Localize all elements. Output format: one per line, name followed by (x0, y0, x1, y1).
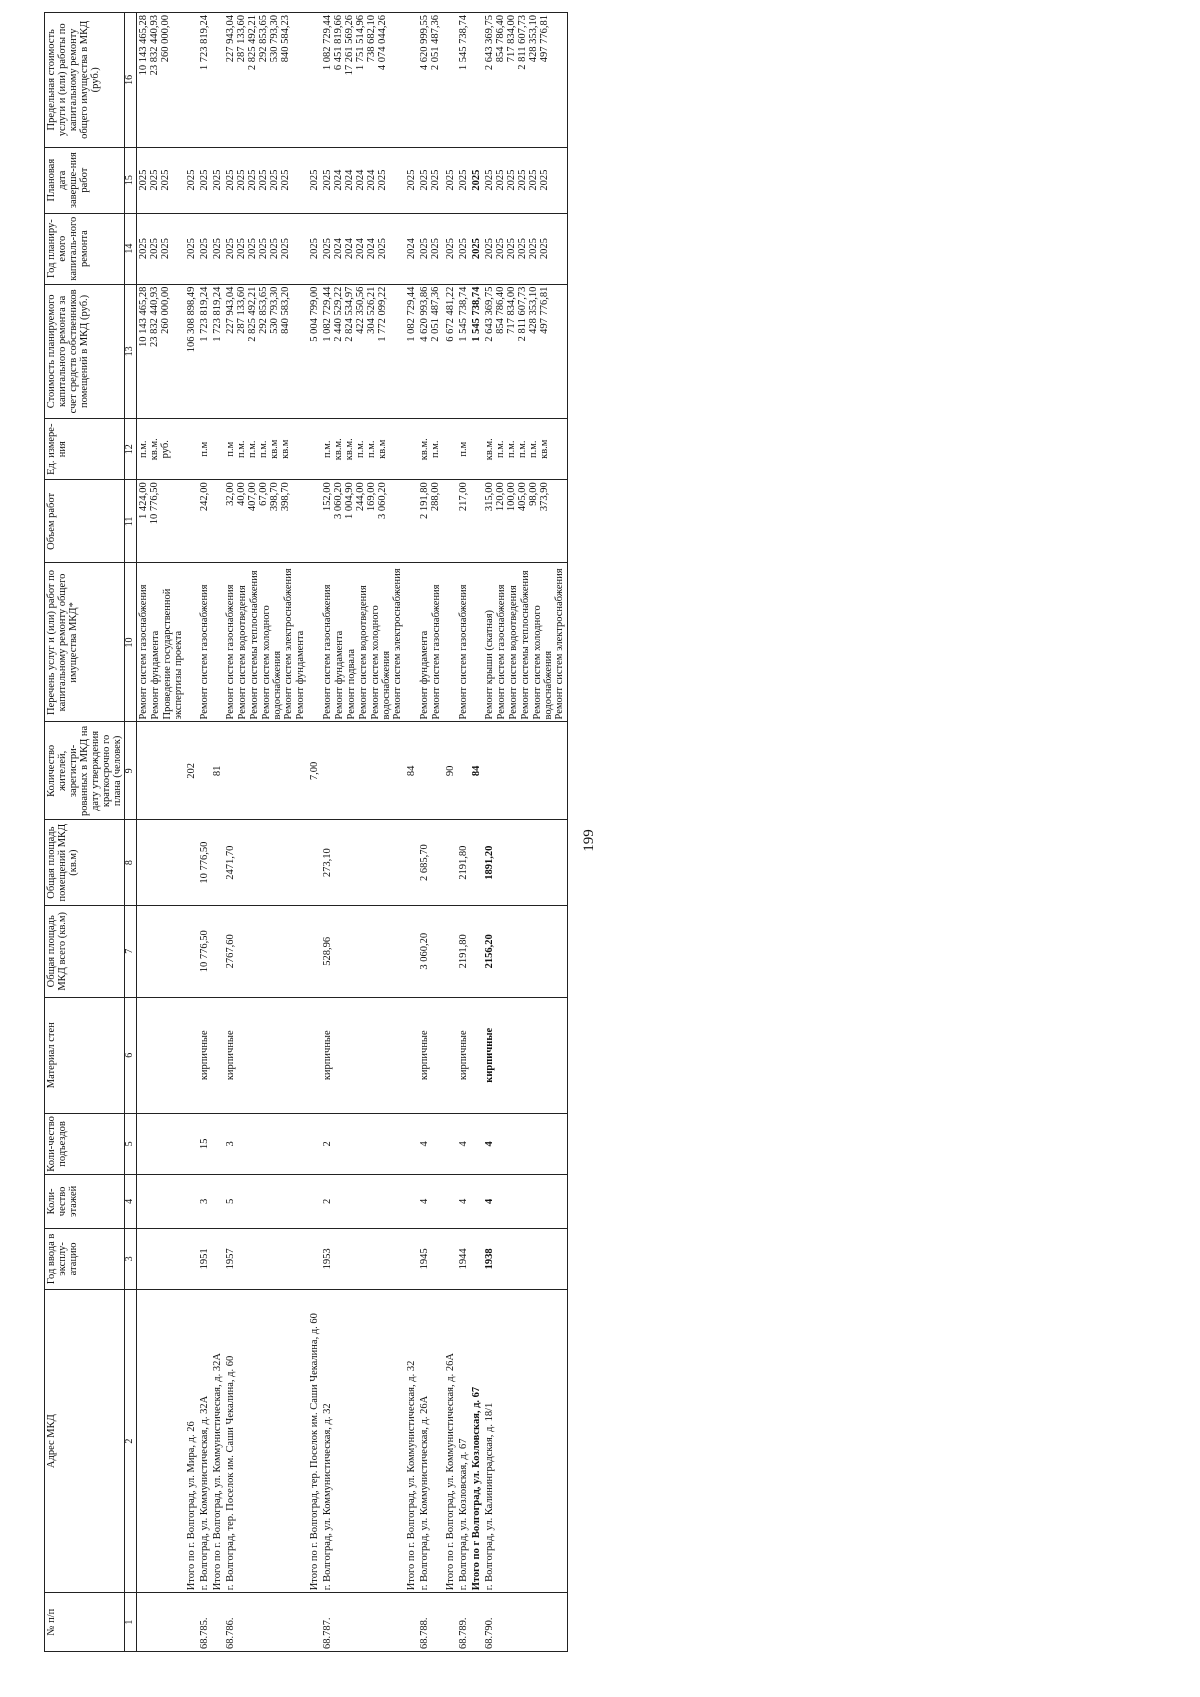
limit-cost-cell: 10 143 465,28 23 832 440,93 260 000,00 (136, 13, 185, 148)
column-number: 5 (125, 1113, 137, 1174)
table-row: 68.789. г. Волгоград, ул. Козловская, д. 67 1944 4 4 кирпичные 2191,80 2191,80 Ремонт систем газоснабжения 217,00 п.м 1 545 738,74 2025 2025 1 545 738,74 (457, 13, 470, 1652)
total-row: Итого по г. Волгоград, ул. Коммунистическая, д. 32А 81 1 723 819,24 2025 2025 (211, 13, 224, 1652)
row-number: 68.788. (418, 1593, 444, 1652)
total-row: Итого по г. Волгоград, тер. Поселок им. Саши Чекалина, д. 60 7,00 5 004 799,00 2025 2025 (308, 13, 321, 1652)
row-number: 68.789. (457, 1593, 470, 1652)
column-number: 9 (125, 722, 137, 820)
total-row: Итого по г. Волгоград, ул. Мира, д. 26 202 106 308 898,49 2025 2025 (185, 13, 198, 1652)
year-cell: 2025 2025 2025 (136, 213, 185, 284)
work-cell: Ремонт крыши (скатная) Ремонт систем газоснабжения Ремонт систем водоотведения Ремонт системы теплоснабжения Ремонт систем холодного водоснабжения Ремонт систем электроснабжения (483, 563, 568, 722)
header-cell: Материал стен (45, 997, 125, 1113)
column-number: 3 (125, 1228, 137, 1289)
table-row: 68.786. г. Волгоград, тер. Поселок им. Саши Чекалина, д. 60 1957 5 3 кирпичные 2767,60 2471,70 Ремонт систем газоснабжения Ремонт систем водоотведения Ремонт системы теплоснабжения Ремонт систем холодного водоснабжения Ремонт систем электроснабжения Ремонт фундамента 32,00 40,00 407,00 67,00 398,70 398,70 п.м п.м. п.м. п.м. кв.м кв.м 227 943,04 287 133,60 2 825 492,21 292 853,65 530 793,30 840 583,20 2025 2025 2025 2025 2025 2025 2025 2025 2025 2025 2025 2025 227 943,04 287 133,60 2 825 492,21 292 853,65 530 793,30 840 584,23 (224, 13, 308, 1652)
column-number: 4 (125, 1175, 137, 1229)
column-number: 12 (125, 419, 137, 480)
header-cell: Ед. измере-ния (45, 419, 125, 480)
column-number: 10 (125, 563, 137, 722)
header-cell: Перечень услуг и (или) работ по капитальному ремонту общего имущества МКД* (45, 563, 125, 722)
column-number: 2 (125, 1289, 137, 1592)
table-row: 68.787. г. Волгоград, ул. Коммунистическая, д. 32 1953 2 2 кирпичные 528,96 273,10 Ремонт систем газоснабжения Ремонт фундамента Ремонт подвала Ремонт систем водоотведения Ремонт систем холодного водоснабжения Ремонт систем электроснабжения 152,00 3 060,20 1 004,90 244,00 169,00 3 060,20 п.м. кв.м. кв.м. п.м. п.м. кв.м 1 082 729,44 2 440 529,22 2 824 534,97 422 350,56 304 526,21 1 772 099,22 2025 2024 2024 2024 2024 2025 2025 2024 2024 2024 2024 2025 1 082 729,44 6 451 819,66 17 261 569,26 1 751 514,96 738 682,10 4 074 044,26 (321, 13, 405, 1652)
column-number: 8 (125, 820, 137, 906)
work-cell: Ремонт систем газоснабжения Ремонт фундамента Ремонт подвала Ремонт систем водоотведения Ремонт систем холодного водоснабжения Ремонт систем электроснабжения (321, 563, 405, 722)
column-number: 16 (125, 13, 137, 148)
header-row (45, 13, 125, 1652)
header-cell: Год планиру-емого капиталь-ного ремонта (45, 213, 125, 284)
header-cell: Плановая дата заверше-ния работ (45, 147, 125, 213)
header-cell: Объем работ (45, 480, 125, 563)
row-number: 68.790. (483, 1593, 568, 1652)
header-cell: Год ввода в эксплу-атацию (45, 1228, 125, 1289)
column-number: 1 (125, 1593, 137, 1652)
table-row: 68.785. г. Волгоград, ул. Коммунистическая, д. 32А 1951 3 15 кирпичные 10 776,50 10 776,50 Ремонт систем газоснабжения 242,00 п.м 1 723 819,24 2025 2025 1 723 819,24 (198, 13, 211, 1652)
header-cell: Предельная стоимость услуги и (или) работы по капитальному ремонту общего имущества в МКД (руб.) (45, 13, 125, 148)
row-number: 68.785. (198, 1593, 211, 1652)
residents-cell: 202 (185, 722, 198, 820)
volume-cell: 1 424,00 10 776,50 (136, 480, 185, 563)
date-cell: 2025 2025 2025 (136, 147, 185, 213)
address-cell: г. Волгоград, ул. Коммунистическая, д. 32А (198, 1289, 211, 1592)
work-cell: Ремонт систем газоснабжения Ремонт систем водоотведения Ремонт системы теплоснабжения Ремонт систем холодного водоснабжения Ремонт систем электроснабжения Ремонт фундамента (224, 563, 308, 722)
repair-plan-table (44, 12, 568, 1652)
total-label: Итого по г. Волгоград, ул. Мира, д. 26 (185, 1289, 198, 1592)
unit-cell: п.м. кв.м. руб. (136, 419, 185, 480)
work-cell: Ремонт систем газоснабжения Ремонт фундамента Проведение государственной экспертизы проекта (136, 563, 185, 722)
total-row: Итого по г. Волгоград, ул. Коммунистическая, д. 32 84 1 082 729,44 2024 2025 (405, 13, 418, 1652)
table-row: 68.788. г. Волгоград, ул. Коммунистическая, д. 26А 1945 4 4 кирпичные 3 060,20 2 685,70 Ремонт фундамента Ремонт систем газоснабжения 2 191,80 288,00 кв.м. п.м. 4 620 993,86 2 051 487,36 2025 2025 2025 2025 4 620 999,55 2 051 487,36 (418, 13, 444, 1652)
header-cell: Общая площадь МКД всего (кв.м) (45, 905, 125, 997)
column-number: 14 (125, 213, 137, 284)
header-cell: Общая площадь помещений МКД (кв.м) (45, 820, 125, 906)
column-number-row (125, 13, 137, 1652)
total-row: Итого по г Волгоград, ул. Козловская, д. 67 84 1 545 738,74 2025 2025 (470, 13, 483, 1652)
row-number: 68.786. (224, 1593, 308, 1652)
header-cell: Коли-чество этажей (45, 1175, 125, 1229)
table-row (136, 13, 185, 1652)
total-row: Итого по г. Волгоград, ул. Коммунистическая, д. 26А 90 6 672 481,22 2025 2025 (444, 13, 457, 1652)
rotated-table-wrapper (44, 12, 1184, 1652)
column-number: 15 (125, 147, 137, 213)
total-cost: 106 308 898,49 (185, 284, 198, 419)
cost-cell: 10 143 465,28 23 832 440,93 260 000,00 (136, 284, 185, 419)
header-cell: Адрес МКД (45, 1289, 125, 1592)
header-cell: Количество жителей, зарегистри-рованных в МКД на дату утверждения краткосрочно го плана (человек) (45, 722, 125, 820)
header-cell: Коли-чество подъездов (45, 1113, 125, 1174)
column-number: 13 (125, 284, 137, 419)
column-number: 11 (125, 480, 137, 563)
header-cell: № п/п (45, 1593, 125, 1652)
row-number: 68.787. (321, 1593, 405, 1652)
work-cell: Ремонт фундамента Ремонт систем газоснабжения (418, 563, 444, 722)
column-number: 6 (125, 997, 137, 1113)
table-row: 68.790. г. Волгоград, ул. Калининградская, д. 18/1 1938 4 4 кирпичные 2156,20 1891,20 Ремонт крыши (скатная) Ремонт систем газоснабжения Ремонт систем водоотведения Ремонт системы теплоснабжения Ремонт систем холодного водоснабжения Ремонт систем электроснабжения 315,00 120,00 100,00 405,00 98,00 373,90 кв.м. п.м. п.м. п.м. п.м. кв.м 2 643 369,75 854 786,40 717 834,00 2 811 607,73 428 353,10 497 776,81 2025 2025 2025 2025 2025 2025 2025 2025 2025 2025 2025 2025 2 643 369,75 854 786,40 717 834,00 2 811 607,73 428 353,10 497 776,81 (483, 13, 568, 1652)
column-number: 7 (125, 905, 137, 997)
header-cell: Стоимость планируемого капитального ремонта за счет средств собственников помещений в МКД (руб.) (45, 284, 125, 419)
page-number: 199 (580, 829, 597, 852)
